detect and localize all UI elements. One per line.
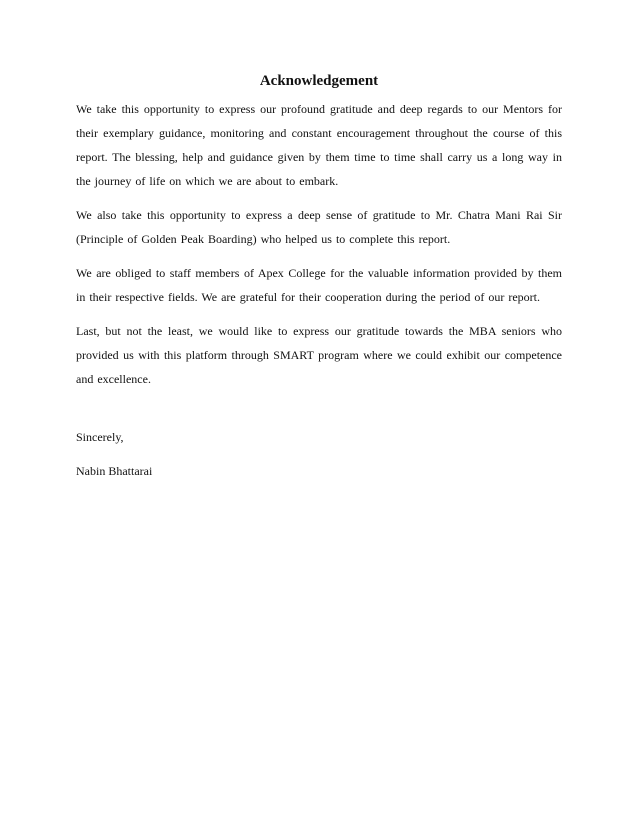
paragraph-principal: We also take this opportunity to express a deep sense of gratitude to Mr. Chatra Mani Rai Sir (Principle of Golden Peak Boarding) who helped us to complete this report. — [76, 208, 562, 246]
closing-salutation: Sincerely, — [76, 430, 124, 444]
signature-name: Nabin Bhattarai — [76, 464, 153, 478]
spacer — [76, 401, 562, 425]
paragraph-mentors: We take this opportunity to express our profound gratitude and deep regards to our Mentors for their exemplary guidance, monitoring and constant encouragement throughout the course of this report. The blessing, help and guidance given by them time to time shall carry us a long way in the journey of life on which we are about to embark. — [76, 102, 562, 188]
page-title: Acknowledgement — [259, 73, 379, 89]
paragraph-staff: We are obliged to staff members of Apex College for the valuable information provided by them in their respective fields. We are grateful for their cooperation during the period of our report. — [76, 266, 562, 304]
paragraph-seniors: Last, but not the least, we would like to express our gratitude towards the MBA seniors who provided us with this platform through SMART program where we could exhibit our competence and excellence. — [76, 324, 562, 386]
